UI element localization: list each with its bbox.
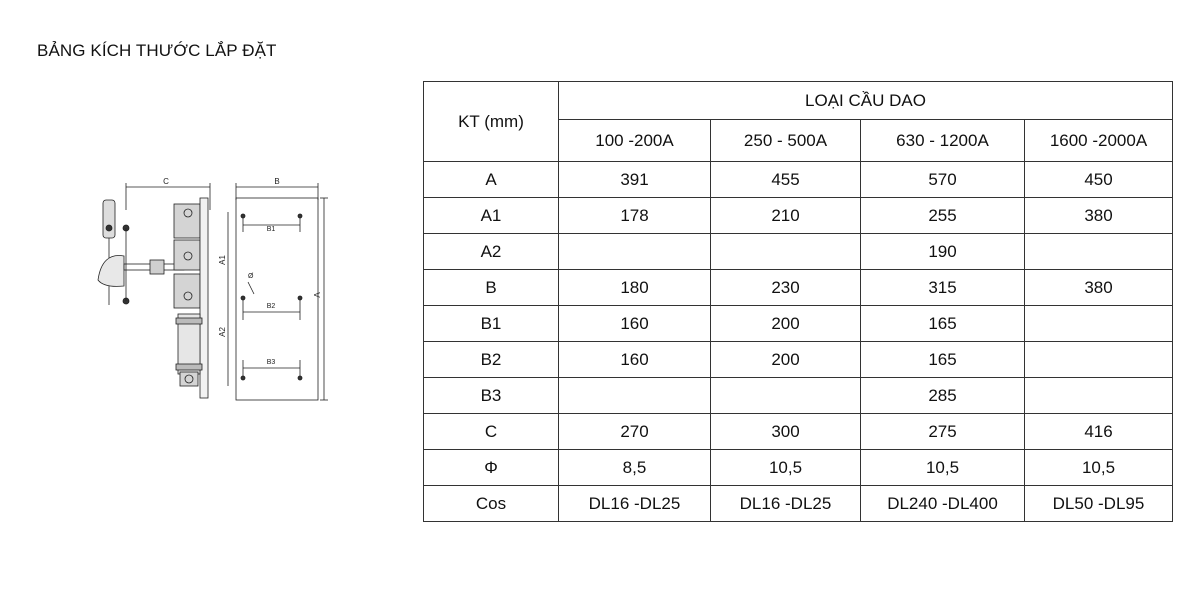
table-cell: 380	[1025, 198, 1173, 234]
table-cell	[711, 378, 861, 414]
table-cell: 10,5	[711, 450, 861, 486]
column-header: 1600 -2000A	[1025, 120, 1173, 162]
dim-label-b3: B3	[266, 359, 276, 366]
table-row	[424, 234, 1173, 270]
table-cell	[559, 234, 711, 270]
row-header-cell: KT (mm)	[424, 82, 559, 162]
column-header: 250 - 500A	[711, 120, 861, 162]
table-cell: DL50 -DL95	[1025, 486, 1173, 522]
dimension-table	[423, 81, 1173, 522]
table-cell: DL16 -DL25	[711, 486, 861, 522]
table-cell: DL240 -DL400	[861, 486, 1025, 522]
table-cell: 450	[1025, 162, 1173, 198]
row-label: Φ	[424, 450, 559, 486]
table-cell: 165	[861, 342, 1025, 378]
table-cell: 300	[711, 414, 861, 450]
row-label: Cos	[424, 486, 559, 522]
dim-label-a2: A2	[218, 327, 227, 337]
table-row	[424, 486, 1173, 522]
table-row	[424, 342, 1173, 378]
table-cell: DL16 -DL25	[559, 486, 711, 522]
table-cell: 200	[711, 342, 861, 378]
table-cell: 10,5	[861, 450, 1025, 486]
dim-label-a: A	[313, 292, 322, 298]
dim-label-c: C	[163, 177, 169, 186]
table-cell: 570	[861, 162, 1025, 198]
table-cell	[1025, 378, 1173, 414]
table-cell	[1025, 342, 1173, 378]
table-row	[424, 414, 1173, 450]
row-label: B	[424, 270, 559, 306]
table-cell: 230	[711, 270, 861, 306]
table-cell: 391	[559, 162, 711, 198]
dim-label-b: B	[274, 177, 280, 186]
table-cell: 455	[711, 162, 861, 198]
table-cell	[1025, 234, 1173, 270]
row-label: A2	[424, 234, 559, 270]
table-cell: 200	[711, 306, 861, 342]
table-cell	[1025, 306, 1173, 342]
table-cell: 180	[559, 270, 711, 306]
table-row	[424, 306, 1173, 342]
dim-label-a1: A1	[218, 255, 227, 265]
dim-label-b2: B2	[266, 303, 276, 310]
row-label: A	[424, 162, 559, 198]
table-cell: 285	[861, 378, 1025, 414]
table-header-row	[424, 82, 1173, 120]
table-row	[424, 450, 1173, 486]
row-label: B3	[424, 378, 559, 414]
table-cell: 380	[1025, 270, 1173, 306]
table-row	[424, 378, 1173, 414]
table-row	[424, 270, 1173, 306]
table-row	[424, 162, 1173, 198]
table-row	[424, 198, 1173, 234]
row-label: B2	[424, 342, 559, 378]
dim-label-phi: Ø	[248, 273, 254, 280]
column-header: 100 -200A	[559, 120, 711, 162]
table-cell: 315	[861, 270, 1025, 306]
table-cell: 270	[559, 414, 711, 450]
table-cell	[559, 378, 711, 414]
installation-dimension-drawing	[78, 170, 328, 410]
table-cell: 165	[861, 306, 1025, 342]
row-label: B1	[424, 306, 559, 342]
table-cell: 190	[861, 234, 1025, 270]
table-cell: 416	[1025, 414, 1173, 450]
column-header: 630 - 1200A	[861, 120, 1025, 162]
group-header-cell: LOẠI CẦU DAO	[559, 82, 1173, 120]
row-label: A1	[424, 198, 559, 234]
table-cell: 8,5	[559, 450, 711, 486]
table-cell: 178	[559, 198, 711, 234]
table-cell: 160	[559, 342, 711, 378]
page-title: BẢNG KÍCH THƯỚC LẮP ĐẶT	[37, 41, 277, 60]
table-cell: 10,5	[1025, 450, 1173, 486]
table-cell	[711, 234, 861, 270]
table-cell: 160	[559, 306, 711, 342]
table-cell: 255	[861, 198, 1025, 234]
dim-label-b1: B1	[266, 226, 276, 233]
table-cell: 275	[861, 414, 1025, 450]
table-cell: 210	[711, 198, 861, 234]
row-label: C	[424, 414, 559, 450]
